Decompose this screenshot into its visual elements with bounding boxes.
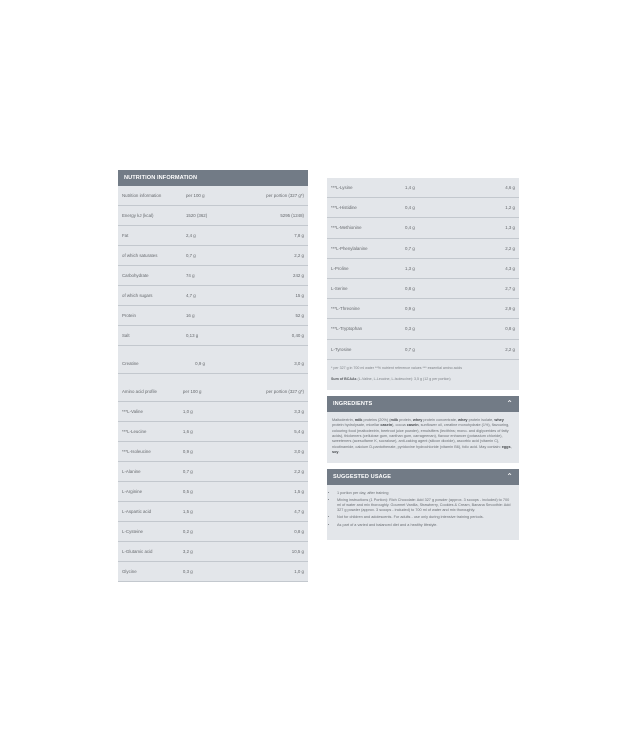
table-row	[327, 258, 519, 278]
list-item: • 1 portion per day, after training	[337, 491, 514, 496]
table-row-cell: ***L-Leucine	[118, 422, 179, 442]
ingredient-text: , sunflower oil, creatine monohydrate (1%), flavouring, colouring food (maltodextrin, beetroot juice powder), emulsifiers (lecithins; mono- and diglycerides of fatty acids), thickeners (cellulose gum, xanthan gum, carrageenan), flavour enhancer (potassium chloride), sweeteners (acesulfame K, sucralose), anti-caking agent (silicon dioxide), ascorbic acid (vitamin C), nicotinamide, calcium D-pantothenate, pyridoxine hydrochloride (vitamin B6), folic acid. May contain:	[332, 423, 510, 449]
table-row-cell: 0,9 g	[401, 299, 465, 319]
spacer	[118, 346, 308, 354]
ingredient-text: ), cocoa	[392, 423, 407, 428]
table-row-cell: 1,3 g	[401, 258, 465, 278]
table-row-cell: L-Aspartic acid	[118, 502, 179, 522]
table-header-row-cell: per 100 g	[182, 186, 246, 206]
table-row-cell: 0,9 g	[179, 442, 243, 462]
table-row-cell: L-Serine	[327, 278, 401, 298]
table-header-row-cell: per 100 g	[179, 382, 243, 402]
ingredient-text: Maltodextrin,	[332, 417, 355, 422]
table-row	[118, 462, 308, 482]
table-row-cell: 0,9 g	[191, 354, 255, 374]
table-row-cell: 0,8 g	[243, 522, 308, 542]
table-row-cell: L-Cysteine	[118, 522, 179, 542]
table-row-cell: 0,4 g	[401, 198, 465, 218]
table-row	[327, 178, 519, 198]
nutrition-header[interactable]	[118, 170, 308, 186]
table-row-cell: 16 g	[182, 306, 246, 326]
table-row-cell: of which saturates	[118, 246, 182, 266]
table-row-cell: ***L-Phenylalanine	[327, 238, 401, 258]
table-row-cell: 0,2 g	[179, 522, 243, 542]
table-row-cell: 2,2 g	[465, 238, 519, 258]
list-item: • Mixing instructions (1 Portion): Rich Chocolate: Add 327 g powder (approx. 3 scoops - included) to 700 ml of water and mix thoroughly. Gourmet Vanilla, Strawberry, Cookies & Cream, Banana Smoothie: Add 327 g powder (approx. 3 scoops - included) to 700 ml of water and mix thoroughly.	[337, 498, 514, 514]
table-row	[118, 502, 308, 522]
creatine-table	[118, 354, 308, 374]
table-row-cell: ***L-Threonine	[327, 299, 401, 319]
amino-continued-table	[327, 178, 519, 360]
list-item: • Not for children and adolescents. For adults - use only during intensive training periods.	[337, 515, 514, 520]
table-row-cell: L-Arginine	[118, 482, 179, 502]
table-header-row-cell: per portion (327 g*)	[243, 382, 308, 402]
table-header-row	[118, 382, 308, 402]
usage-list	[327, 485, 519, 540]
table-row-cell: Fat	[118, 226, 182, 246]
table-row-cell: 0,5 g	[179, 482, 243, 502]
table-row-cell: 0,8 g	[401, 278, 465, 298]
table-row	[118, 422, 308, 442]
table-row	[327, 339, 519, 359]
table-row-cell: 0,40 g	[246, 326, 308, 346]
table-row-cell: 1,0 g	[179, 402, 243, 422]
table-row-cell: 0,7 g	[179, 462, 243, 482]
table-row	[118, 286, 308, 306]
table-row-cell: ***L-Methionine	[327, 218, 401, 238]
table-row-cell: of which sugars	[118, 286, 182, 306]
allergen-text: casein	[406, 423, 419, 428]
list-item: • As part of a varied and balanced diet and a healthy lifestyle.	[337, 523, 514, 528]
allergen-text: casein	[380, 423, 393, 428]
allergen-text: whey	[412, 417, 423, 422]
table-row-cell: ***L-Histidine	[327, 198, 401, 218]
table-row-cell: Protein	[118, 306, 182, 326]
table-row-cell: 0,7 g	[401, 339, 465, 359]
table-row-cell: ***L-Tryptophan	[327, 319, 401, 339]
table-row-cell: 0,7 g	[401, 238, 465, 258]
ingredient-text: ,	[510, 444, 512, 449]
table-row-cell: ***L-Lysine	[327, 178, 401, 198]
table-row-cell: 15 g	[246, 286, 308, 306]
table-row-cell: 3,2 g	[179, 542, 243, 562]
allergen-text: eggs	[501, 444, 511, 449]
nutrition-panel	[118, 170, 308, 582]
table-row-cell: 3,0 g	[243, 442, 308, 462]
nutrition-table	[118, 186, 308, 346]
table-row-cell: 1,2 g	[465, 198, 519, 218]
table-row-cell: Energy kJ (kcal)	[118, 206, 182, 226]
table-row-cell: Salt	[118, 326, 182, 346]
nutrition-body	[118, 186, 308, 582]
amino-continued-panel	[327, 178, 519, 390]
table-row	[118, 266, 308, 286]
table-row-cell: L-Glutamic acid	[118, 542, 179, 562]
table-row	[327, 299, 519, 319]
usage-header[interactable]	[327, 469, 519, 485]
table-row-cell: 2,9 g	[465, 299, 519, 319]
amino-footnote: * per 327 g in 700 ml water **% nutrient reference values *** essential amino acids	[331, 365, 463, 370]
ingredients-title: INGREDIENTS	[333, 400, 373, 407]
table-row-cell: 1,5 g	[179, 502, 243, 522]
amino-table	[118, 382, 308, 582]
usage-panel	[327, 469, 519, 540]
ingredient-text: protein isolate,	[467, 417, 495, 422]
ingredients-panel	[327, 396, 519, 463]
bcaa-label: Sum of BCAAs	[331, 376, 357, 381]
table-row	[118, 246, 308, 266]
bcaa-text: (L-Valine, L-Leucine, L-Isoleucine): 3,5 g (12 g per portion)	[356, 376, 451, 381]
table-row	[327, 218, 519, 238]
table-row-cell: 4,7 g	[243, 502, 308, 522]
table-row-cell: 2,7 g	[465, 278, 519, 298]
table-header-row	[118, 186, 308, 206]
table-header-row-cell: Amino acid profile	[118, 382, 179, 402]
table-header-row-cell: Nutrition information	[118, 186, 182, 206]
table-row-cell: ***L-Valine	[118, 402, 179, 422]
table-row-cell: 52 g	[246, 306, 308, 326]
ingredient-text: .	[338, 450, 340, 455]
ingredients-header[interactable]	[327, 396, 519, 412]
table-row	[118, 482, 308, 502]
table-row-cell: L-Proline	[327, 258, 401, 278]
table-row-cell: 4,3 g	[465, 258, 519, 278]
table-row-cell: 1,3 g	[465, 218, 519, 238]
table-row-cell: 0,3 g	[179, 562, 243, 582]
table-row-cell: 1,5 g	[243, 482, 308, 502]
table-row-cell: 2,2 g	[246, 246, 308, 266]
table-row-cell: 5,4 g	[243, 422, 308, 442]
allergen-text: whey	[458, 417, 468, 422]
table-row-cell: 2,2 g	[243, 462, 308, 482]
table-row-cell: 2,2 g	[465, 339, 519, 359]
table-row-cell: 1,4 g	[401, 178, 465, 198]
table-row	[118, 206, 308, 226]
table-row-cell: Carbohydrate	[118, 266, 182, 286]
table-row	[118, 562, 308, 582]
table-row	[327, 238, 519, 258]
chevron-up-icon[interactable]: ⌃	[506, 471, 513, 481]
table-row-cell: 0,4 g	[401, 218, 465, 238]
ingredient-text: protein,	[398, 417, 413, 422]
usage-title: SUGGESTED USAGE	[333, 473, 392, 480]
table-row	[327, 198, 519, 218]
ingredient-text: proteins (20%) (	[362, 417, 391, 422]
table-row-cell: 4,7 g	[182, 286, 246, 306]
table-row	[118, 326, 308, 346]
table-row-cell: ***L-Isoleucine	[118, 442, 179, 462]
table-row-cell: 1,0 g	[243, 562, 308, 582]
nutrition-title: NUTRITION INFORMATION	[124, 175, 198, 181]
table-row-cell: 242 g	[246, 266, 308, 286]
ingredient-text: protein hydrolysate, micellar	[332, 423, 381, 428]
table-row-cell: 74 g	[182, 266, 246, 286]
table-row	[118, 522, 308, 542]
table-row-cell: 0,13 g	[182, 326, 246, 346]
table-row-cell: 10,5 g	[243, 542, 308, 562]
table-row	[118, 402, 308, 422]
table-row	[118, 442, 308, 462]
table-row	[327, 278, 519, 298]
ingredients-text	[327, 412, 519, 463]
table-row-cell: Glycine	[118, 562, 179, 582]
table-row-cell: Creatine	[118, 354, 191, 374]
spacer	[118, 374, 308, 382]
allergen-text: soy	[332, 450, 339, 455]
table-row-cell: 4,6 g	[465, 178, 519, 198]
table-row	[327, 319, 519, 339]
allergen-text: whey	[494, 417, 504, 422]
table-row-cell: 0,8 g	[465, 319, 519, 339]
right-column	[327, 178, 519, 540]
table-row-cell: 1,6 g	[179, 422, 243, 442]
table-row-cell: L-Alanine	[118, 462, 179, 482]
table-row	[118, 542, 308, 562]
table-row-cell: 3,0 g	[255, 354, 308, 374]
table-header-row-cell: per portion (327 g*)	[246, 186, 308, 206]
table-row-cell: 7,8 g	[246, 226, 308, 246]
table-row	[118, 354, 308, 374]
table-row-cell: 3,3 g	[243, 402, 308, 422]
table-row-cell: L-Tyrosine	[327, 339, 401, 359]
table-row-cell: 0,7 g	[182, 246, 246, 266]
allergen-text: milk	[354, 417, 363, 422]
table-row	[118, 306, 308, 326]
table-row-cell: 1520 (362)	[182, 206, 246, 226]
table-row-cell: 2,4 g	[182, 226, 246, 246]
table-row	[118, 226, 308, 246]
allergen-text: milk	[390, 417, 399, 422]
table-row-cell: 0,3 g	[401, 319, 465, 339]
ingredient-text: protein concentrate,	[422, 417, 459, 422]
chevron-up-icon[interactable]: ⌃	[506, 398, 513, 408]
usage-body	[327, 485, 519, 540]
table-row-cell: 5295 (1248)	[246, 206, 308, 226]
bcaa-sum	[327, 370, 519, 390]
